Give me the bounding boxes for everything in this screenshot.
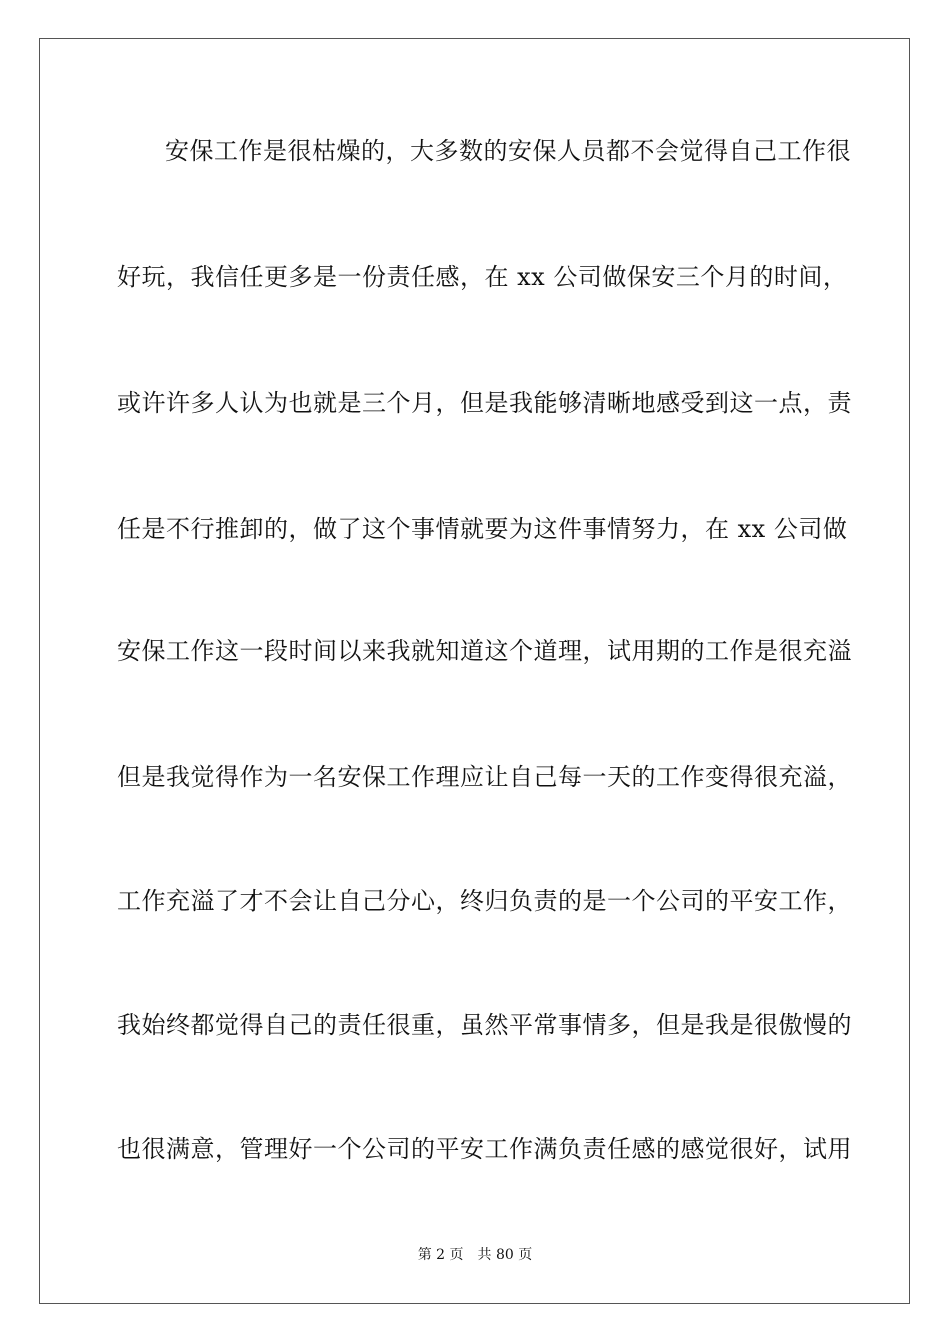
page-footer — [0, 1246, 950, 1264]
paragraph-line: 我始终都觉得自己的责任很重，虽然平常事情多，但是我是很傲慢的 — [117, 1011, 852, 1039]
paragraph-line: 任是不行推卸的，做了这个事情就要为这件事情努力，在 xx 公司做 — [117, 515, 848, 543]
page-total: 共 80 页 — [477, 1247, 533, 1263]
page-number: 第 2 页 — [417, 1247, 464, 1263]
paragraph-line: 也很满意，管理好一个公司的平安工作满负责任感的感觉很好，试用 — [117, 1135, 852, 1163]
page-frame — [39, 38, 910, 1304]
paragraph-line: 好玩，我信任更多是一份责任感，在 xx 公司做保安三个月的时间， — [117, 263, 848, 291]
paragraph-line: 安保工作是很枯燥的，大多数的安保人员都不会觉得自己工作很 — [165, 137, 851, 165]
paragraph-line: 或许许多人认为也就是三个月，但是我能够清晰地感受到这一点，责 — [117, 389, 852, 417]
paragraph-line: 工作充溢了才不会让自己分心，终归负责的是一个公司的平安工作， — [117, 887, 852, 915]
paragraph-line: 安保工作这一段时间以来我就知道这个道理，试用期的工作是很充溢 — [117, 637, 852, 665]
paragraph-line: 但是我觉得作为一名安保工作理应让自己每一天的工作变得很充溢， — [117, 763, 852, 791]
